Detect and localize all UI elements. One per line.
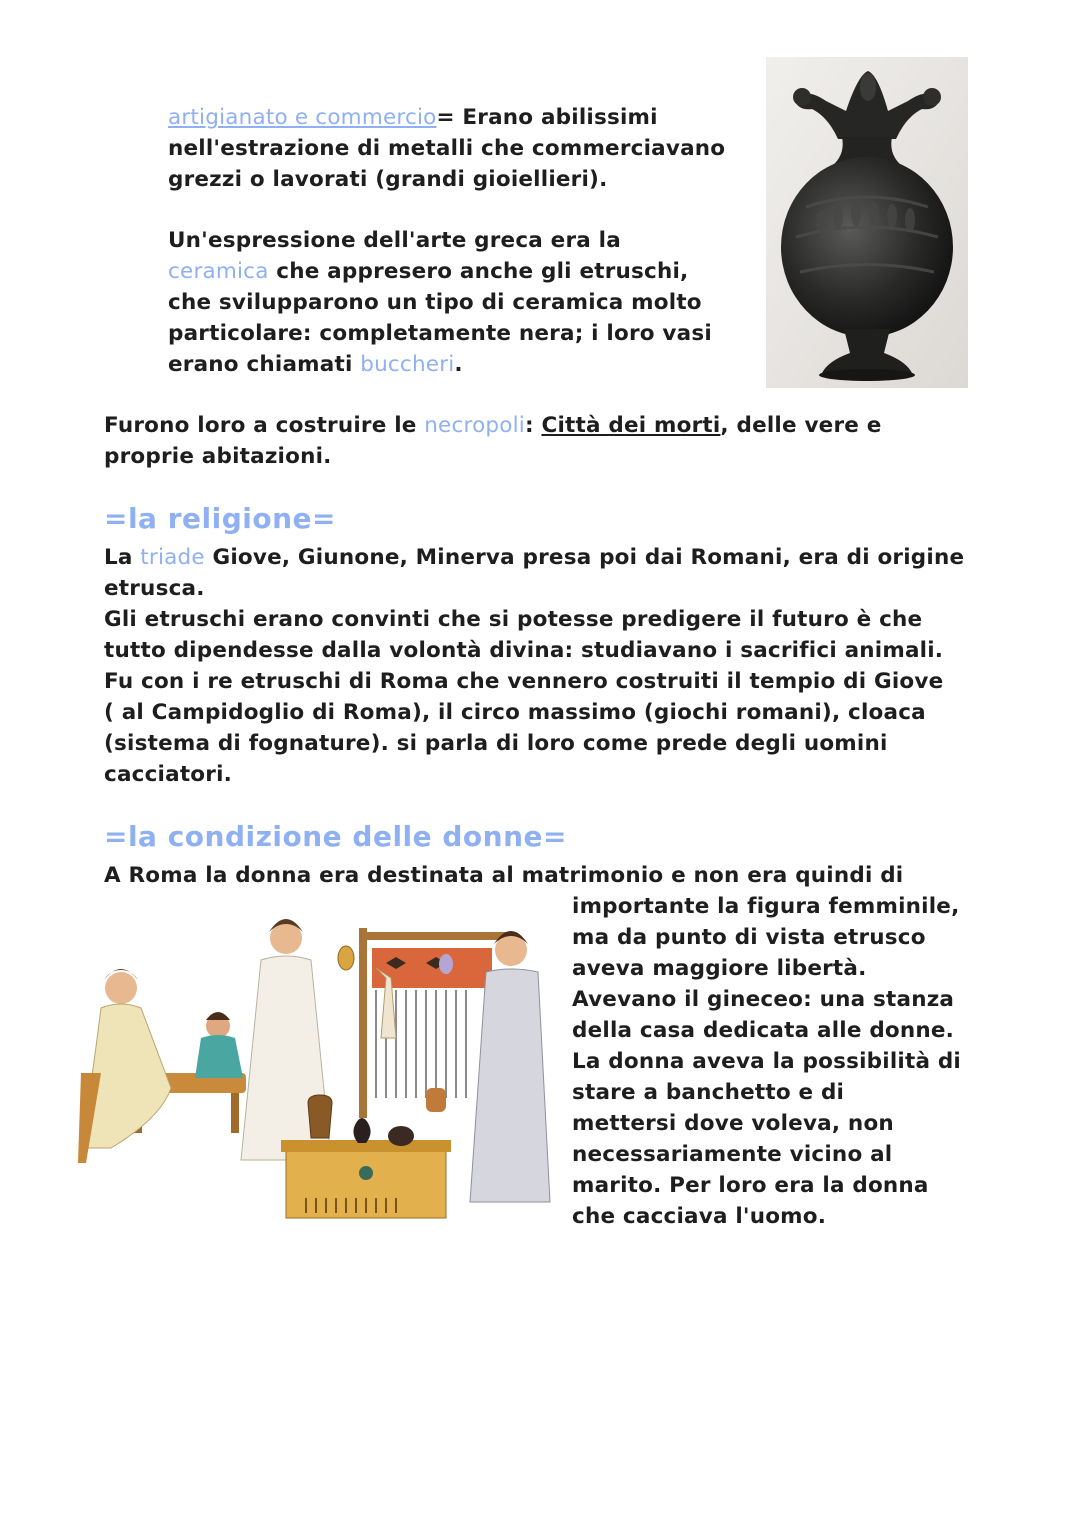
- donne-line-11: marito. Per loro era la donna: [572, 1173, 929, 1198]
- craft-topic-link[interactable]: artigianato e commercio: [168, 105, 437, 130]
- necropoli-line-1: [104, 410, 882, 441]
- craft-line-2: nell'estrazione di metalli che commerciavano: [168, 136, 726, 161]
- donne-line-4: aveva maggiore libertà.: [572, 956, 867, 981]
- pot-icon: [388, 1126, 414, 1146]
- buccheri-term: buccheri: [360, 352, 455, 377]
- religione-line-5: Fu con i re etruschi di Roma che vennero costruiti il tempio di Giove: [104, 669, 944, 694]
- ceramic-line-5-text: erano chiamati: [168, 352, 361, 377]
- vase-illustration: [766, 57, 968, 388]
- religione-line-1: [104, 542, 964, 573]
- ceramica-term: ceramica: [168, 259, 269, 284]
- craft-line-1: [168, 102, 658, 133]
- donne-line-12: che cacciava l'uomo.: [572, 1204, 827, 1229]
- craft-line-1-text: = Erano abilissimi: [436, 105, 658, 130]
- jar-icon: [426, 1088, 446, 1112]
- women-scene-drawing: [76, 908, 552, 1238]
- ceramic-line-5: [168, 349, 463, 380]
- citta-dei-morti: Città dei morti: [541, 413, 721, 438]
- religione-line-3: Gli etruschi erano convinti che si potesse predigere il futuro è che: [104, 607, 923, 632]
- necropoli-text-a: Furono loro a costruire le: [104, 413, 425, 438]
- donne-line-7: La donna aveva la possibilità di: [572, 1049, 961, 1074]
- donne-line-2: importante la figura femminile,: [572, 894, 960, 919]
- donne-line-3: ma da punto di vista etrusco: [572, 925, 926, 950]
- donne-line-8: stare a banchetto e di: [572, 1080, 845, 1105]
- donne-line-1: A Roma la donna era destinata al matrimonio e non era quindi di: [104, 863, 904, 888]
- donne-line-5: Avevano il gineceo: una stanza: [572, 987, 955, 1012]
- religione-line-6: ( al Campidoglio di Roma), il circo massimo (giochi romani), cloaca: [104, 700, 926, 725]
- religione-line-8: cacciatori.: [104, 762, 233, 787]
- religione-line-4: tutto dipendesse dalla volontà divina: studiavano i sacrifici animali.: [104, 638, 944, 663]
- donne-line-9: mettersi dove voleva, non: [572, 1111, 894, 1136]
- ceramic-line-1: Un'espressione dell'arte greca era la: [168, 228, 621, 253]
- basket-icon: [308, 1095, 332, 1138]
- necropoli-text-end: , delle vere e: [720, 413, 882, 438]
- religione-line-7: (sistema di fognature). si parla di loro come prede degli uomini: [104, 731, 888, 756]
- ceramic-line-2: [168, 256, 688, 287]
- religione-text-rest: Giove, Giunone, Minerva presa poi dai Romani, era di origine: [204, 545, 965, 570]
- chest-icon: [281, 1140, 451, 1218]
- religione-text-a: La: [104, 545, 141, 570]
- craft-line-3: grezzi o lavorati (grandi gioiellieri).: [168, 167, 608, 192]
- donne-line-6: della casa dedicata alle donne.: [572, 1018, 955, 1043]
- ceramic-line-5-end: .: [454, 352, 463, 377]
- triade-term: triade: [140, 545, 205, 570]
- donne-line-10: necessariamente vicino al: [572, 1142, 893, 1167]
- ceramic-line-4: particolare: completamente nera; i loro vasi: [168, 321, 712, 346]
- necropoli-line-2: proprie abitazioni.: [104, 444, 332, 469]
- bucchero-vase-image: [766, 57, 968, 388]
- donne-heading: =la condizione delle donne=: [104, 820, 567, 853]
- ceramic-line-3: che svilupparono un tipo di ceramica molto: [168, 290, 702, 315]
- religione-line-2: etrusca.: [104, 576, 205, 601]
- necropoli-colon: :: [524, 413, 542, 438]
- necropoli-term: necropoli: [424, 413, 525, 438]
- ceramic-line-2-text: che appresero anche gli etruschi,: [268, 259, 689, 284]
- religione-heading: =la religione=: [104, 502, 336, 535]
- etruscan-women-illustration: [76, 908, 552, 1238]
